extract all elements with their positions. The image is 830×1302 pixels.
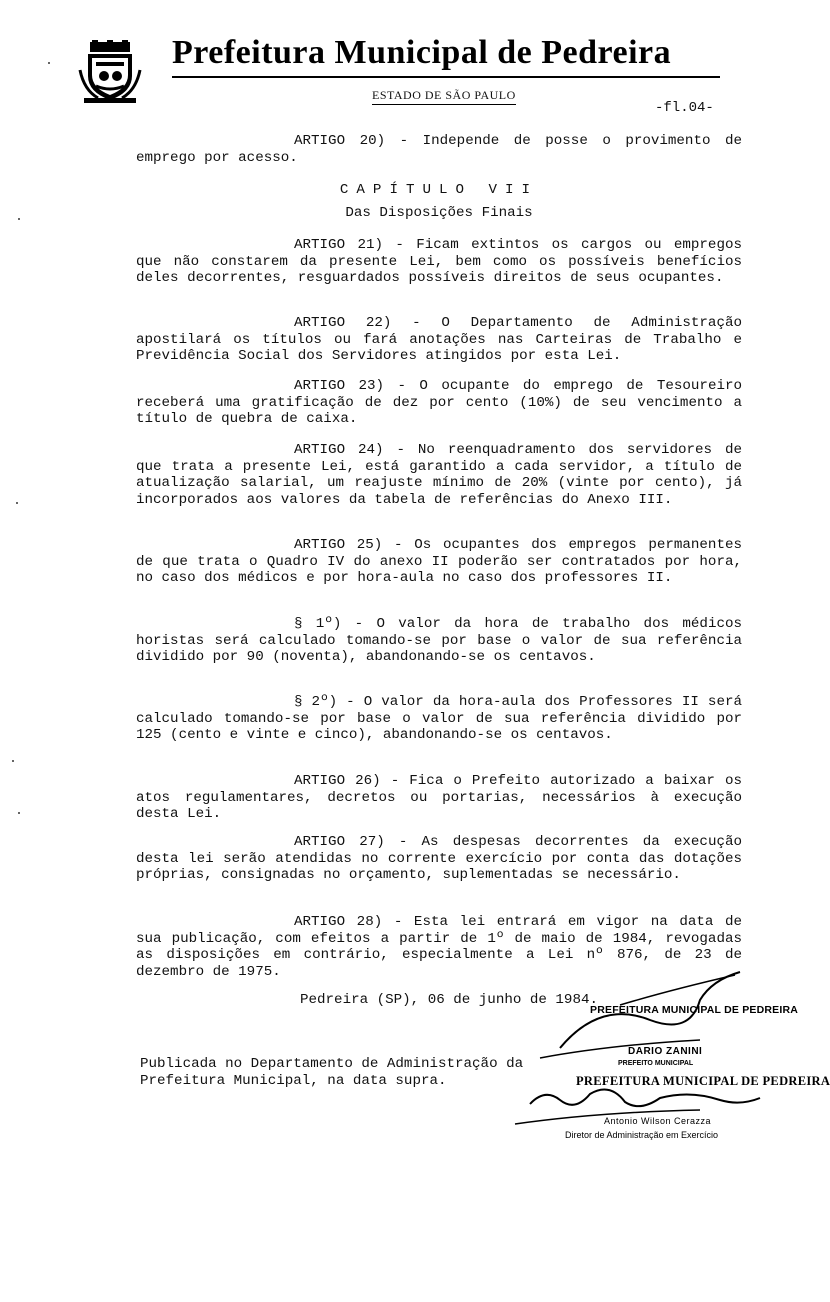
chapter-heading: CAPÍTULO VII <box>339 182 539 198</box>
paragraph-2: § 2º) - O valor da hora-aula dos Professores II será calculado tomando-se por base o valor de sua referência dividido por 125 (cento e vinte e cinco), abandonando-se os centavos. <box>136 694 742 744</box>
article-27: ARTIGO 27) - As despesas decorrentes da execução desta lei serão atendidas no corrente exercício por conta das dotações próprias, consignadas no orçamento, suplementadas se necessário. <box>136 834 742 884</box>
director-name: Antonio Wilson Cerazza <box>604 1116 712 1126</box>
page-title: Prefeitura Municipal de Pedreira <box>172 34 672 71</box>
mayor-role: PREFEITO MUNICIPAL <box>618 1060 694 1067</box>
article-20: ARTIGO 20) - Independe de posse o provimento de emprego por acesso. <box>136 133 742 166</box>
mayor-stamp: PREFEITURA MUNICIPAL DE PEDREIRA <box>590 1004 799 1016</box>
scan-speck <box>18 812 20 814</box>
mayor-name: DARIO ZANINI <box>628 1046 703 1057</box>
paragraph-1: § 1º) - O valor da hora de trabalho dos médicos horistas será calculado tomando-se por base o valor de sua referência dividido por 90 (noventa), abandonando-se os centavos. <box>136 616 742 666</box>
article-28: ARTIGO 28) - Esta lei entrará em vigor na data de sua publicação, com efeitos a partir de 1º de maio de 1984, revogadas as disposições em contrário, especialmente a Lei nº 876, de 23 de dezembro de 1975. <box>136 914 742 980</box>
article-25: ARTIGO 25) - Os ocupantes dos empregos permanentes de que trata o Quadro IV do anexo II poderão ser contratados por hora, no caso dos médicos e por hora-aula no caso dos professores II. <box>136 537 742 587</box>
scan-speck <box>18 218 20 220</box>
title-underline <box>172 76 720 78</box>
chapter-subtitle: Das Disposições Finais <box>345 205 533 221</box>
scan-speck <box>16 502 18 504</box>
article-21: ARTIGO 21) - Ficam extintos os cargos ou empregos que não constarem da presente Lei, bem como os possíveis benefícios deles decorrentes, resguardados possíveis direitos de seus ocupantes. <box>136 237 742 287</box>
sheet-number: -fl.04- <box>655 100 714 116</box>
state-label: ESTADO DE SÃO PAULO <box>372 88 516 105</box>
article-24: ARTIGO 24) - No reenquadramento dos servidores de que trata a presente Lei, está garantido a cada servidor, a título de atualização salarial, um reajuste mínimo de 20% (vinte por cento), já incorporados aos valores da tabela de referências do Anexo III. <box>136 442 742 508</box>
article-22: ARTIGO 22) - O Departamento de Administração apostilará os títulos ou fará anotações nas Carteiras de Trabalho e Previdência Social dos Servidores atingidos por esta Lei. <box>136 315 742 365</box>
scan-speck <box>12 760 14 762</box>
article-23: ARTIGO 23) - O ocupante do emprego de Tesoureiro receberá uma gratificação de dez por cento (10%) de seu vencimento a título de quebra de caixa. <box>136 378 742 428</box>
publication-note: Publicada no Departamento de Administração da Prefeitura Municipal, na data supra. <box>140 1056 524 1089</box>
scan-speck <box>48 62 50 64</box>
place-date: Pedreira (SP), 06 de junho de 1984. <box>300 992 598 1008</box>
director-stamp: PREFEITURA MUNICIPAL DE PEDREIRA <box>576 1074 830 1088</box>
municipal-coat-of-arms-icon <box>78 40 142 104</box>
article-26: ARTIGO 26) - Fica o Prefeito autorizado a baixar os atos regulamentares, decretos ou portarias, necessários à execução desta Lei. <box>136 773 742 823</box>
director-role: Diretor de Administração em Exercício <box>565 1130 719 1140</box>
